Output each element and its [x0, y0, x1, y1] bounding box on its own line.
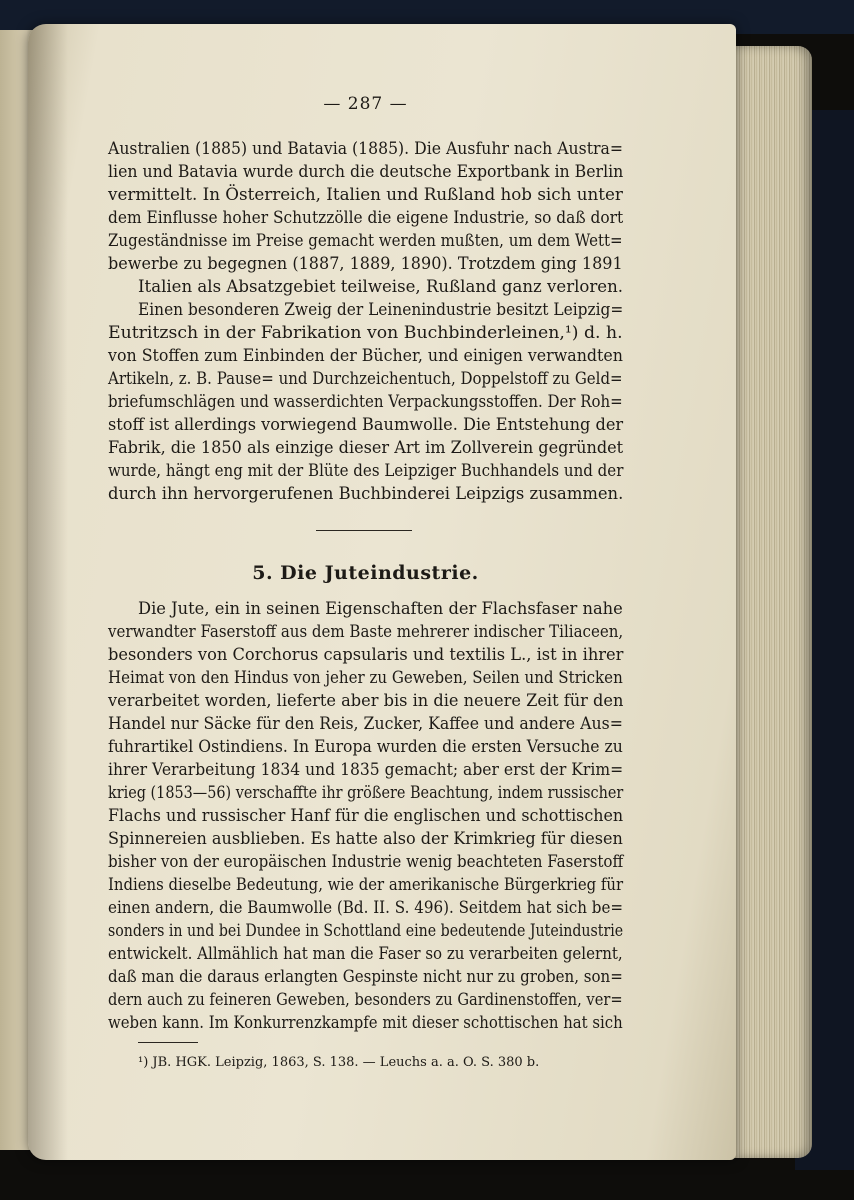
text-line: daß man die daraus erlangten Gespinste nicht nur zu groben, son= — [108, 967, 623, 986]
text-line: Indiens dieselbe Bedeutung, wie der amerikanische Bürgerkrieg für — [108, 875, 624, 894]
text-line: Fabrik, die 1850 als einzige dieser Art im Zollverein gegründet — [108, 438, 624, 457]
text-line: bisher von der europäischen Industrie wenig beachteten Faserstoff — [108, 852, 624, 871]
gutter-shadow — [28, 24, 68, 1160]
text-line: bewerbe zu begegnen (1887, 1889, 1890). Trotzdem ging 1891 — [108, 254, 623, 273]
text-line: Artikeln, z. B. Pause= und Durchzeichentuch, Doppelstoff zu Geld= — [108, 369, 623, 388]
section-divider — [316, 530, 412, 531]
text-line: briefumschlägen und wasserdichten Verpackungsstoffen. Der Roh= — [108, 392, 623, 411]
text-line: wurde, hängt eng mit der Blüte des Leipziger Buchhandels und der — [108, 461, 624, 480]
text-line: besonders von Corchorus capsularis und textilis L., ist in ihrer — [108, 645, 624, 664]
text-line: Zugeständnisse im Preise gemacht werden mußten, um dem Wett= — [108, 231, 623, 250]
text-line: durch ihn hervorgerufenen Buchbinderei Leipzigs zusammen. — [108, 484, 624, 503]
text-line: verwandter Faserstoff aus dem Baste mehrerer indischer Tiliaceen, — [108, 622, 624, 641]
text-line: weben kann. Im Konkurrenzkampfe mit dieser schottischen hat sich — [108, 1013, 623, 1032]
section-heading: 5. Die Juteindustrie. — [252, 562, 479, 584]
text-line: lien und Batavia wurde durch die deutsche Exportbank in Berlin — [108, 162, 624, 181]
text-line: Die Jute, ein in seinen Eigenschaften der Flachsfaser nahe — [138, 599, 623, 618]
text-line: Italien als Absatzgebiet teilweise, Rußland ganz verloren. — [138, 277, 624, 296]
text-line: fuhrartikel Ostindiens. In Europa wurden die ersten Versuche zu — [108, 737, 623, 756]
text-line: einen andern, die Baumwolle (Bd. II. S. 496). Seitdem hat sich be= — [108, 898, 624, 917]
text-line: Heimat von den Hindus von jeher zu Geweben, Seilen und Stricken — [108, 668, 623, 687]
text-line: Spinnereien ausblieben. Es hatte also der Krimkrieg für diesen — [108, 829, 623, 848]
text-line: Flachs und russischer Hanf für die englischen und schottischen — [108, 806, 624, 825]
text-line: ihrer Verarbeitung 1834 und 1835 gemacht; aber erst der Krim= — [108, 760, 624, 779]
text-line: krieg (1853—56) verschaffte ihr größere Beachtung, indem russischer — [108, 783, 624, 802]
text-line: entwickelt. Allmählich hat man die Faser so zu verarbeiten gelernt, — [108, 944, 623, 963]
text-line: dem Einflusse hoher Schutzzölle die eigene Industrie, so daß dort — [108, 208, 624, 227]
text-line: von Stoffen zum Einbinden der Bücher, und einigen verwandten — [108, 346, 623, 365]
footnote: ¹) JB. HGK. Leipzig, 1863, S. 138. — Leuchs a. a. O. S. 380 b. — [138, 1055, 540, 1070]
text-line: Handel nur Säcke für den Reis, Zucker, Kaffee und andere Aus= — [108, 714, 623, 733]
text-line: Australien (1885) und Batavia (1885). Die Ausfuhr nach Austra= — [108, 139, 623, 158]
text-line: Eutritzsch in der Fabrikation von Buchbinderleinen,¹) d. h. — [108, 323, 623, 342]
footnote-rule — [138, 1042, 198, 1043]
text-line: vermittelt. In Österreich, Italien und Rußland hob sich unter — [108, 185, 623, 204]
text-line: dern auch zu feineren Geweben, besonders zu Gardinenstoffen, ver= — [108, 990, 623, 1009]
page-number: — 287 — — [323, 94, 408, 114]
text-line: verarbeitet worden, lieferte aber bis in die neuere Zeit für den — [108, 691, 624, 710]
text-line: stoff ist allerdings vorwiegend Baumwolle. Die Entstehung der — [108, 415, 624, 434]
text-line: Einen besonderen Zweig der Leinenindustrie besitzt Leipzig= — [138, 300, 624, 319]
text-line: sonders in und bei Dundee in Schottland eine bedeutende Juteindustrie — [108, 921, 624, 940]
